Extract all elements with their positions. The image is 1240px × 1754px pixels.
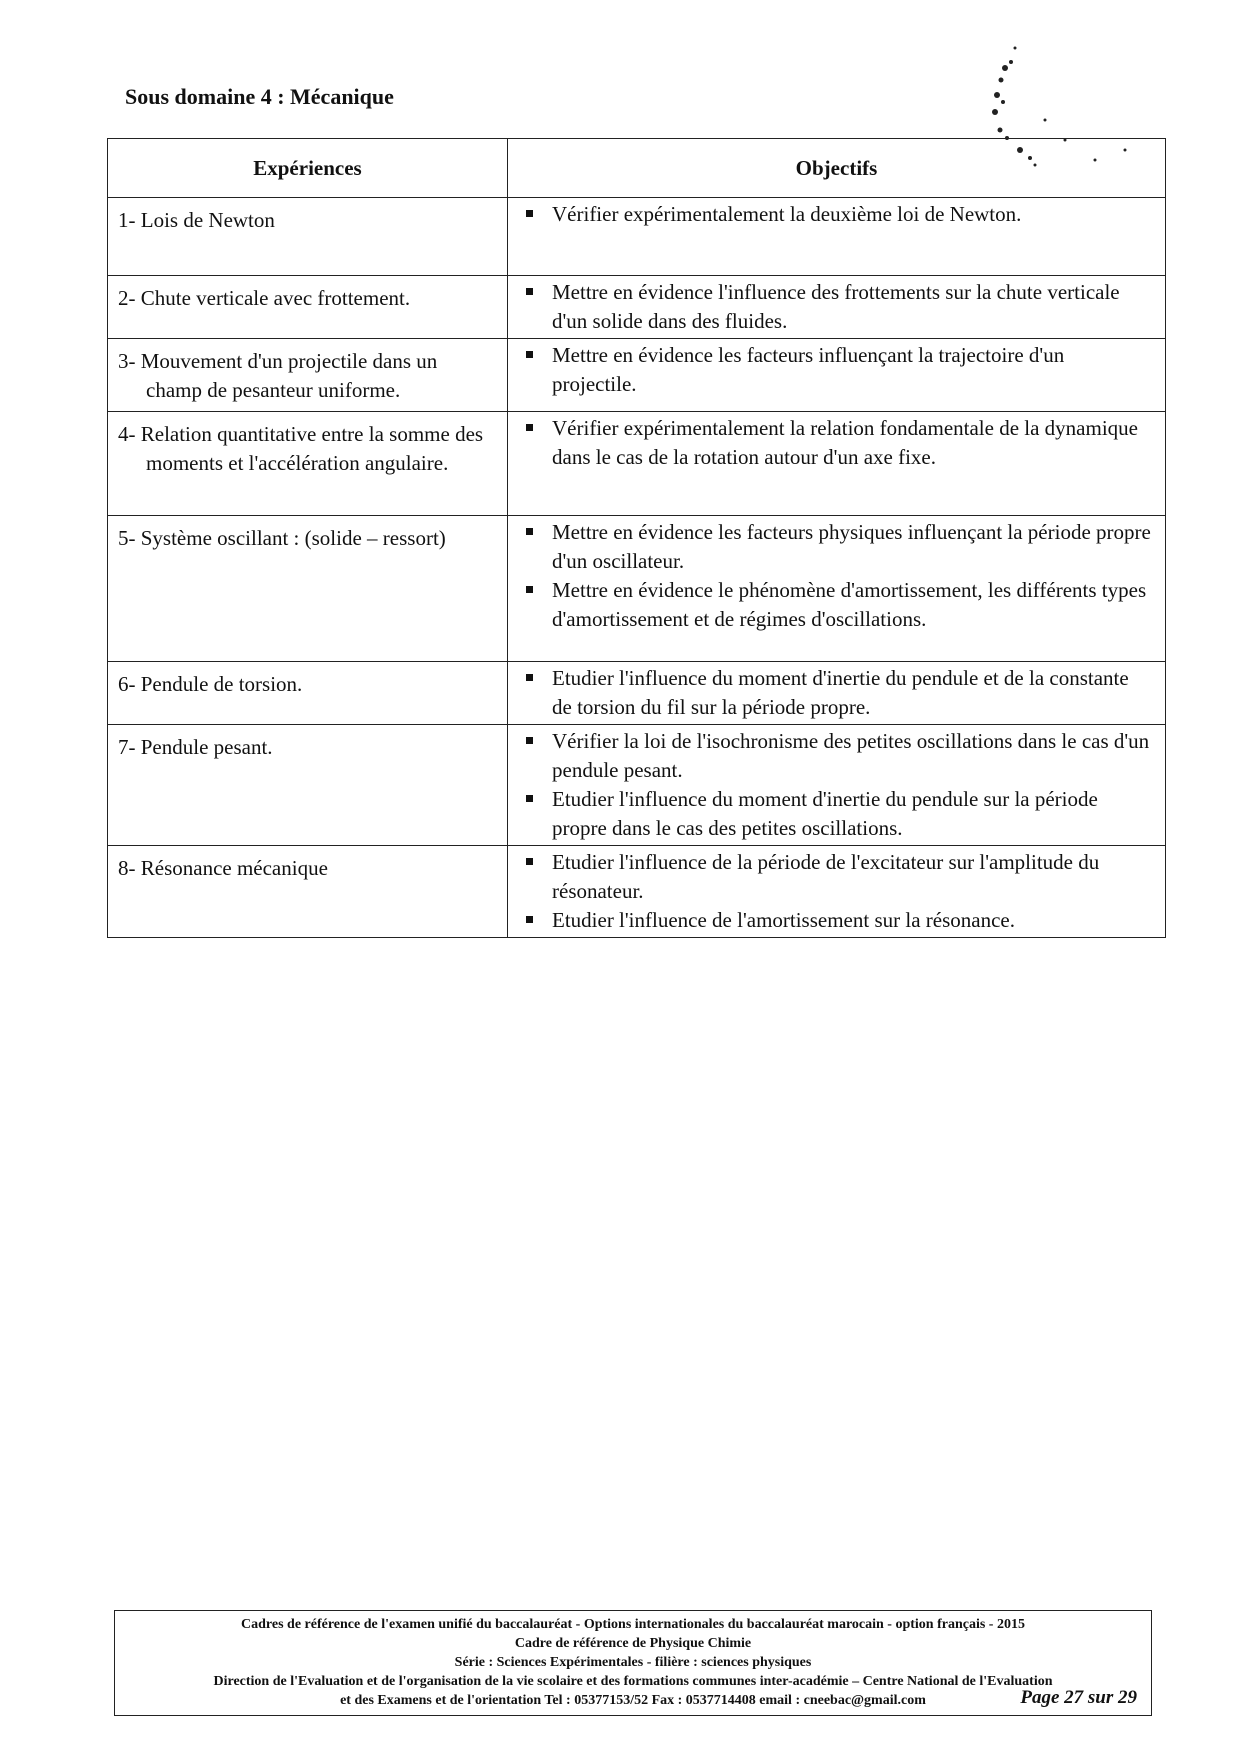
objective-text: Vérifier la loi de l'isochronisme des petites oscillations dans le cas d'un pendule pesant. <box>552 729 1150 782</box>
bullet-square-icon <box>526 528 533 535</box>
bullet-square-icon <box>526 586 533 593</box>
bullet-square-icon <box>526 424 533 431</box>
objectives-cell <box>508 846 1166 938</box>
experience-cell <box>108 662 508 725</box>
experience-label: 7- Pendule pesant. <box>118 735 273 759</box>
experience-cell <box>108 846 508 938</box>
bullet-square-icon <box>526 795 533 802</box>
objectives-cell <box>508 198 1166 276</box>
list-item <box>522 848 1153 906</box>
objective-text: Mettre en évidence les facteurs physiques influençant la période propre d'un oscillateur. <box>552 520 1151 573</box>
experience-cell <box>108 339 508 412</box>
experiments-table <box>107 138 1166 938</box>
objective-text: Vérifier expérimentalement la deuxième loi de Newton. <box>552 202 1022 226</box>
bullet-square-icon <box>526 288 533 295</box>
table-row <box>108 276 1166 339</box>
table-row <box>108 662 1166 725</box>
objective-text: Mettre en évidence les facteurs influençant la trajectoire d'un projectile. <box>552 343 1065 396</box>
footer-contact-line <box>115 1687 1151 1710</box>
bullet-square-icon <box>526 737 533 744</box>
objectives-cell <box>508 276 1166 339</box>
bullet-square-icon <box>526 916 533 923</box>
list-item <box>522 278 1153 336</box>
objectives-list <box>522 518 1153 634</box>
table-row <box>108 516 1166 662</box>
objectives-list <box>522 200 1153 229</box>
bullet-square-icon <box>526 858 533 865</box>
header-objectifs: Objectifs <box>508 139 1166 198</box>
experience-label: 6- Pendule de torsion. <box>118 672 303 696</box>
objective-text: Etudier l'influence du moment d'inertie du pendule et de la constante de torsion du fil sur la période propre. <box>552 666 1129 719</box>
list-item <box>522 727 1153 785</box>
experience-label: 3- Mouvement d'un projectile dans un champ de pesanteur uniforme. <box>118 349 438 402</box>
objective-text: Mettre en évidence le phénomène d'amortissement, les différents types d'amortissement et de régimes d'oscillations. <box>552 578 1147 631</box>
objectives-cell <box>508 412 1166 516</box>
bullet-square-icon <box>526 351 533 358</box>
table-row <box>108 846 1166 938</box>
list-item <box>522 906 1153 935</box>
section-title: Sous domaine 4 : Mécanique <box>125 84 394 109</box>
objectives-list <box>522 278 1153 336</box>
list-item <box>522 785 1153 843</box>
list-item <box>522 414 1153 472</box>
experience-cell <box>108 412 508 516</box>
objectives-cell <box>508 725 1166 846</box>
page-number: Page 27 sur 29 <box>1020 1687 1137 1708</box>
objective-text: Etudier l'influence de l'amortissement sur la résonance. <box>552 908 1015 932</box>
footer-contact: et des Examens et de l'orientation Tel : 05377153/52 Fax : 0537714408 email : cneebac@gmail.com <box>340 1693 926 1708</box>
list-item <box>522 341 1153 399</box>
objectives-cell <box>508 516 1166 662</box>
experience-cell <box>108 276 508 339</box>
objectives-cell <box>508 339 1166 412</box>
experience-label: 1- Lois de Newton <box>118 208 275 232</box>
objectives-cell <box>508 662 1166 725</box>
experience-cell <box>108 198 508 276</box>
table-row <box>108 725 1166 846</box>
objectives-list <box>522 664 1153 722</box>
objectives-list <box>522 414 1153 472</box>
page-footer <box>114 1610 1152 1716</box>
footer-line: Cadres de référence de l'examen unifié du baccalauréat - Options internationales du baccalauréat marocain - option français - 2015 <box>241 1617 1025 1632</box>
table-header-row <box>108 139 1166 198</box>
experience-label: 4- Relation quantitative entre la somme des moments et l'accélération angulaire. <box>118 422 484 475</box>
header-experiences: Expériences <box>108 139 508 198</box>
footer-line: Cadre de référence de Physique Chimie <box>514 1636 752 1651</box>
experience-cell <box>108 516 508 662</box>
list-item <box>522 576 1153 634</box>
footer-line: Direction de l'Evaluation et de l'organisation de la vie scolaire et des formations communes inter-académie – Centre National de l'Evaluation <box>213 1674 1053 1689</box>
experience-label: 5- Système oscillant : (solide – ressort) <box>118 526 446 550</box>
table-row <box>108 198 1166 276</box>
objective-text: Etudier l'influence de la période de l'excitateur sur l'amplitude du résonateur. <box>552 850 1100 903</box>
objectives-list <box>522 727 1153 843</box>
list-item <box>522 200 1153 229</box>
list-item <box>522 518 1153 576</box>
objectives-list <box>522 341 1153 399</box>
list-item <box>522 664 1153 722</box>
objective-text: Vérifier expérimentalement la relation fondamentale de la dynamique dans le cas de la rotation autour d'un axe fixe. <box>552 416 1138 469</box>
objective-text: Etudier l'influence du moment d'inertie du pendule sur la période propre dans le cas des petites oscillations. <box>552 787 1098 840</box>
footer-line: Série : Sciences Expérimentales - filière : sciences physiques <box>454 1655 812 1670</box>
objective-text: Mettre en évidence l'influence des frottements sur la chute verticale d'un solide dans des fluides. <box>552 280 1120 333</box>
table-row <box>108 412 1166 516</box>
bullet-square-icon <box>526 674 533 681</box>
experience-label: 8- Résonance mécanique <box>118 856 328 880</box>
table-row <box>108 339 1166 412</box>
objectives-list <box>522 848 1153 935</box>
experience-cell <box>108 725 508 846</box>
bullet-square-icon <box>526 210 533 217</box>
experience-label: 2- Chute verticale avec frottement. <box>118 286 411 310</box>
